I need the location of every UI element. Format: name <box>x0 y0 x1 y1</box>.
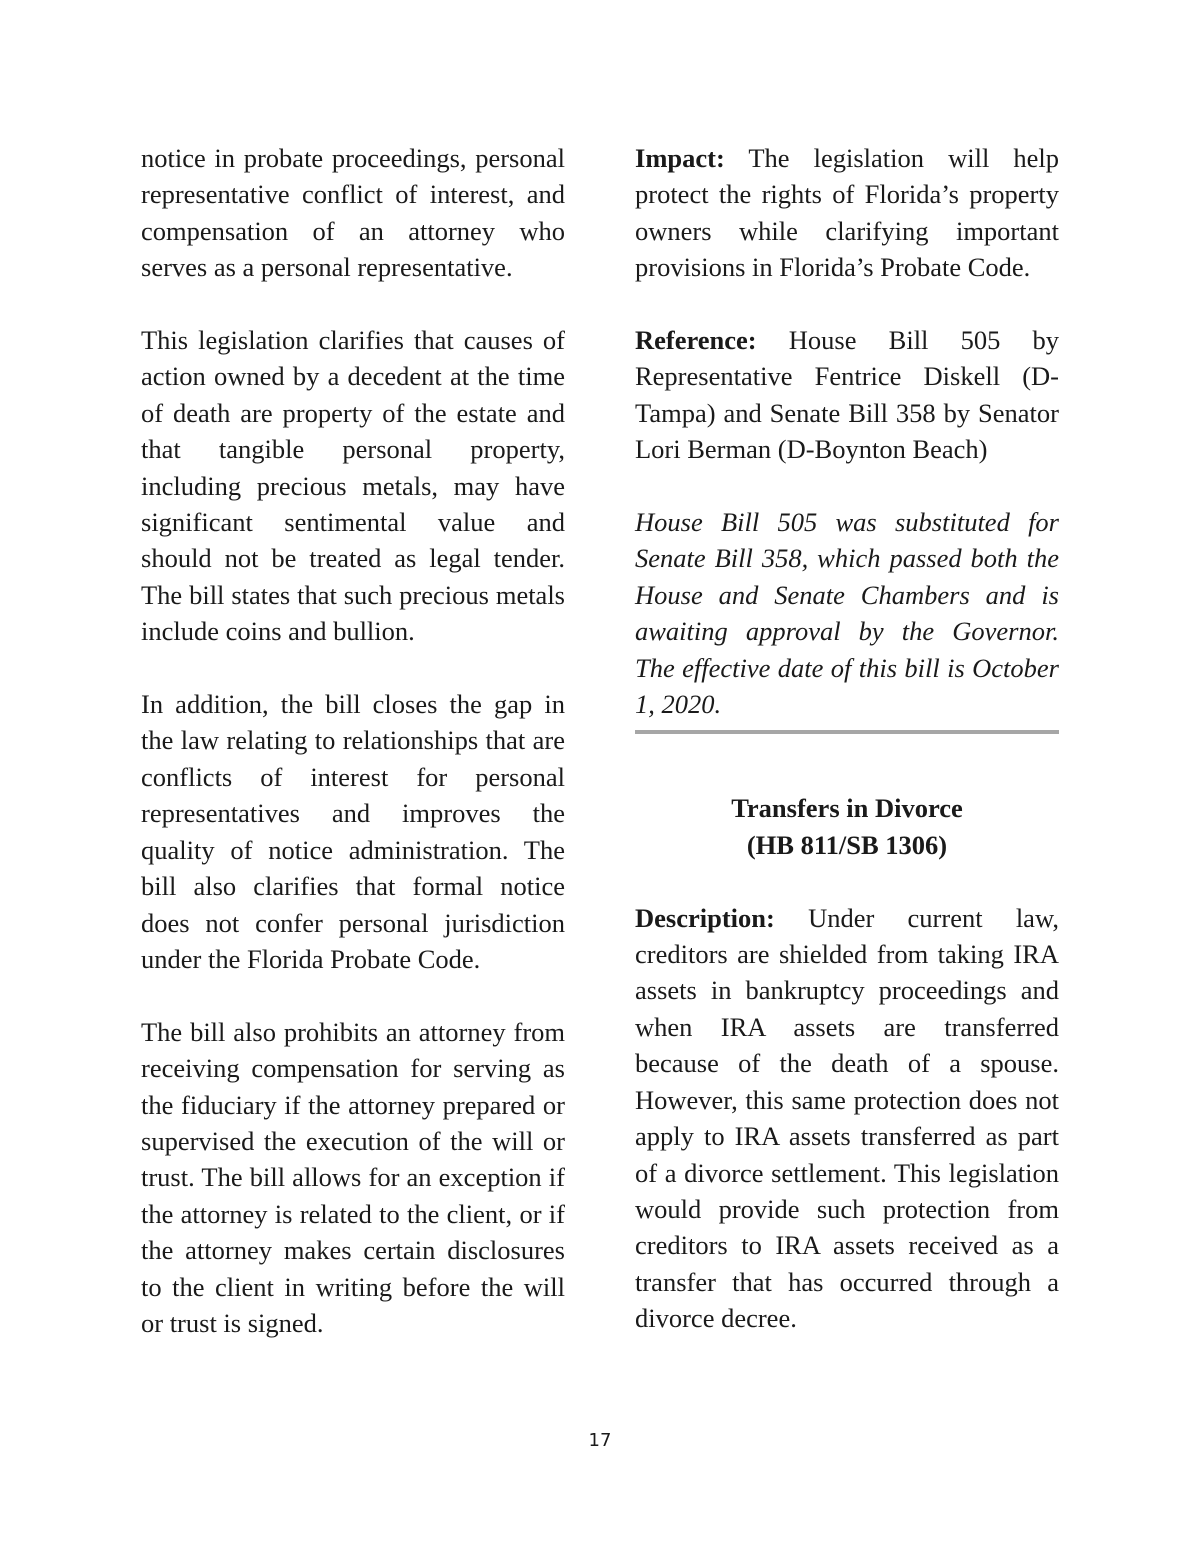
left-paragraph-3: In addition, the bill closes the gap in the law relating to relationships that are conflicts of interest for personal representatives and improves the quality of notice administration. The bill also clarifies that formal notice does not confer personal jurisdiction under the Florida Probate Code. <box>141 689 565 974</box>
impact-label: Impact: <box>635 143 725 173</box>
left-paragraph-1: notice in probate proceedings, personal representative conflict of interest, and compensation of an attorney who serves as a personal representative. <box>141 143 565 283</box>
description-label: Description: <box>635 902 775 933</box>
impact-text: The legislation will help protect the rights of Florida’s property owners while clarifying important provisions in Florida’s Probate Code. <box>635 143 1059 283</box>
left-column <box>141 140 565 1378</box>
left-paragraph-2: This legislation clarifies that causes of action owned by a decedent at the time of death are property of the estate and that tangible personal property, including precious metals, may have significant sentimental value and should not be treated as legal tender. The bill states that such precious metals include coins and bullion. <box>141 325 565 647</box>
page-number: 17 <box>588 1430 612 1451</box>
section-divider <box>635 730 1059 734</box>
reference-paragraph <box>635 322 1059 468</box>
section-title-line-1: Transfers in Divorce <box>731 793 963 824</box>
reference-label: Reference: <box>635 325 757 356</box>
description-paragraph <box>635 900 1059 1337</box>
impact-paragraph <box>635 140 1059 286</box>
right-column <box>635 140 1059 1373</box>
section-title <box>635 790 1059 863</box>
reference-text: House Bill 505 by Representative Fentrice Diskell (D-Tampa) and Senate Bill 358 by Senator Lori Berman (D-Boynton Beach) <box>635 325 1059 465</box>
left-paragraph-4: The bill also prohibits an attorney from receiving compensation for serving as the fiduciary if the attorney prepared or supervised the execution of the will or trust. The bill allows for an exception if the attorney is related to the client, or if the attorney makes certain disclosures to the client in writing before the will or trust is signed. <box>141 1016 565 1338</box>
status-note: House Bill 505 was substituted for Senate Bill 358, which passed both the House and Senate Chambers and is awaiting approval by the Governor. The effective date of this bill is October 1, 2020. <box>635 507 1059 720</box>
section-title-line-2: (HB 811/SB 1306) <box>746 829 948 860</box>
description-text: Under current law, creditors are shielded from taking IRA assets in bankruptcy proceedings and when IRA assets are transferred because of the death of a spouse. However, this same protection does not apply to IRA assets transferred as part of a divorce settlement. This legislation would provide such protection from creditors to IRA assets received as a transfer that has occurred through a divorce decree. <box>635 902 1059 1334</box>
